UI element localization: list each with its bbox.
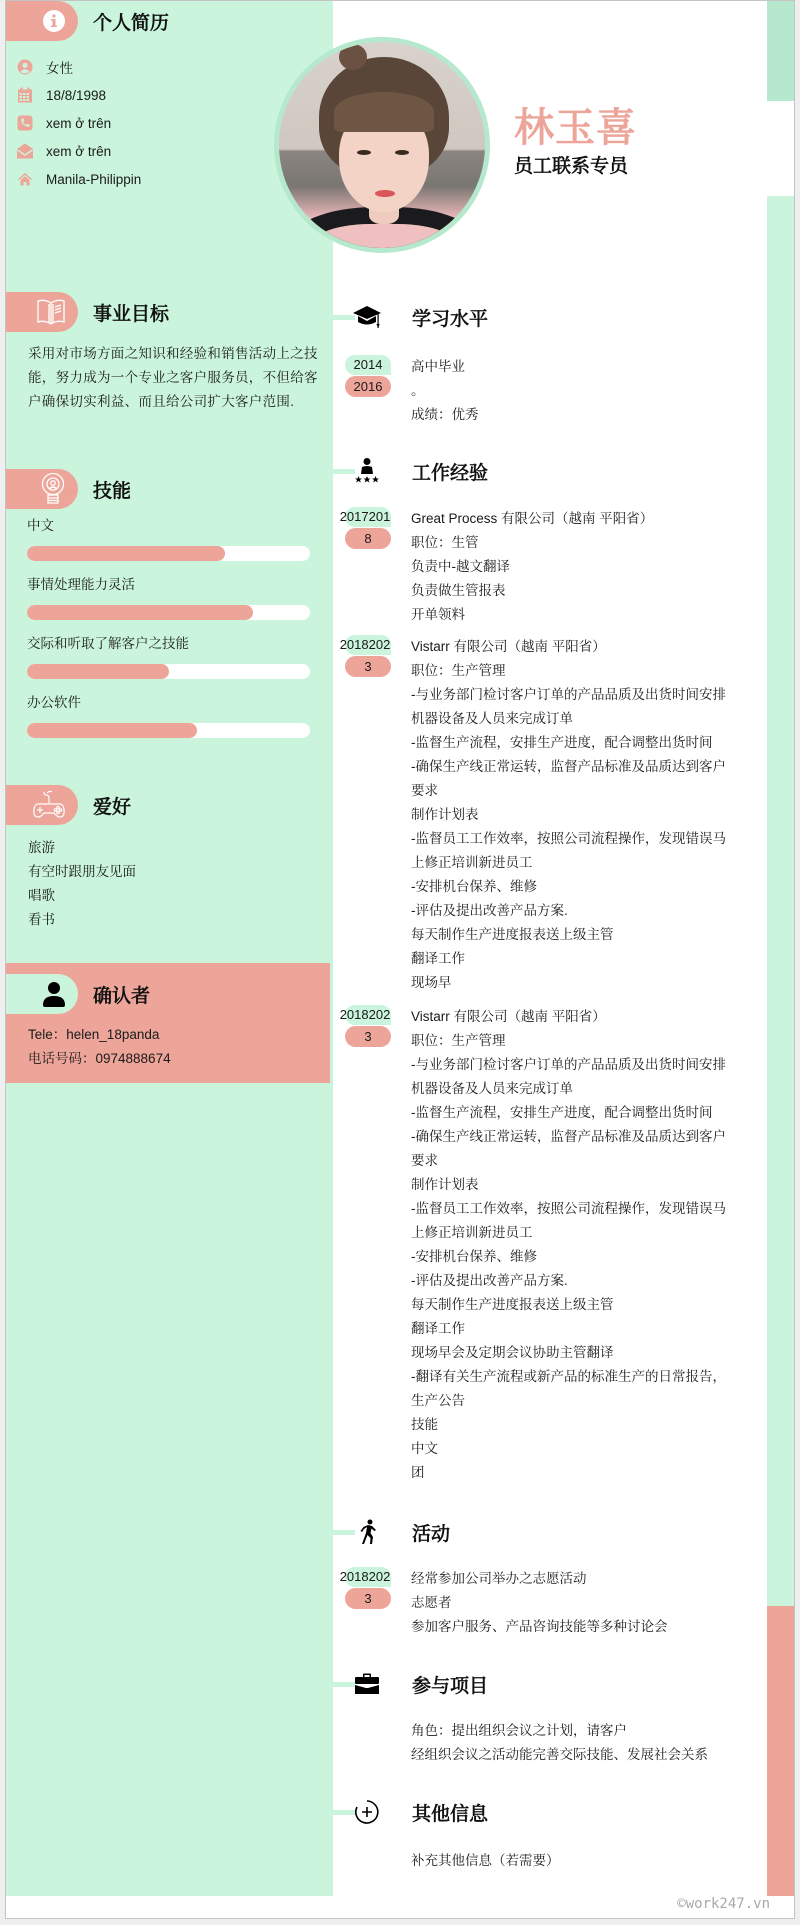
education-section-header bbox=[333, 302, 488, 332]
resume-page bbox=[5, 0, 795, 1919]
experience-title: 工作经验 bbox=[412, 462, 489, 484]
reference-phone: 电话号码：0974888674 bbox=[28, 1051, 171, 1066]
gamepad-icon bbox=[32, 789, 66, 821]
skills-title: 技能 bbox=[93, 480, 132, 502]
skill-item bbox=[27, 577, 310, 636]
right-accent-strip-top bbox=[767, 1, 795, 101]
date-end: 3 bbox=[345, 1026, 391, 1047]
other-section-header bbox=[333, 1797, 488, 1827]
date-badge bbox=[340, 507, 390, 549]
reference-section-header bbox=[6, 974, 150, 1014]
date-badge bbox=[340, 1005, 390, 1047]
right-accent-strip-bottom bbox=[767, 1606, 795, 1896]
lightbulb-icon bbox=[40, 472, 66, 506]
candidate-name: 林玉喜 bbox=[514, 106, 637, 150]
info-icon bbox=[42, 9, 66, 33]
date-end: 2016 bbox=[345, 376, 391, 397]
projects-section-header bbox=[333, 1669, 488, 1699]
activities-title: 活动 bbox=[412, 1523, 451, 1545]
portrait-image bbox=[279, 42, 485, 248]
objective-title: 事业目标 bbox=[93, 303, 170, 325]
date-start: 2018202 bbox=[337, 635, 393, 655]
objective-text: 采用对市场方面之知识和经验和销售活动上之技能，努力成为一个专业之客户服务员，不但给客户确保切实利益、而且给公司扩大客户范围. bbox=[28, 346, 318, 409]
calendar-icon bbox=[16, 86, 34, 104]
entry-lines: Vistarr 有限公司（越南 平阳省） 职位：生产管理 -与业务部门检讨客户订单的产品品质及出货时间安排 机器设备及人员来完成订单 -监督生产流程，安排生产进度，配合调整出货时间 -确保生产线正常运转，监督产品标准及品质达到客户 要求 制作计划表 -监督员工工作效率，按照公司流程操作，发现错误马 上修正培训新进员工 -安排机台保养、维修 -评估及提出改善产品方案. 每天制作生产进度报表送上级主管 翻译工作 现场早 bbox=[411, 639, 726, 990]
skill-bar bbox=[27, 546, 310, 561]
profile-pill bbox=[6, 1, 78, 41]
hobby-item: 有空时跟朋友见面 bbox=[28, 864, 136, 879]
left-column bbox=[6, 1, 333, 1896]
graduation-cap-icon bbox=[352, 302, 382, 332]
objective-section-header bbox=[6, 292, 169, 332]
skill-label: 中文 bbox=[27, 518, 54, 533]
hobby-item: 看书 bbox=[28, 912, 55, 927]
skill-bar-fill bbox=[27, 546, 225, 561]
skills-section-header bbox=[6, 469, 131, 509]
date-start: 2018202 bbox=[337, 1567, 393, 1587]
skill-bar bbox=[27, 664, 310, 679]
date-end: 8 bbox=[345, 528, 391, 549]
entry-lines: 高中毕业 。 成绩：优秀 bbox=[411, 359, 479, 422]
skill-label: 交际和听取了解客户之技能 bbox=[27, 636, 189, 651]
profile-info-list bbox=[16, 53, 141, 193]
skills-list bbox=[27, 518, 310, 754]
right-accent-strip-middle bbox=[767, 196, 795, 1606]
email-row bbox=[16, 137, 141, 165]
experience-section-header bbox=[333, 456, 488, 486]
phone-row bbox=[16, 109, 141, 137]
date-start: 2014 bbox=[345, 355, 391, 375]
date-badge bbox=[340, 635, 390, 677]
hobby-item: 旅游 bbox=[28, 840, 55, 855]
running-icon bbox=[352, 1517, 382, 1547]
education-title: 学习水平 bbox=[412, 308, 489, 330]
address-value: Manila-Philippin bbox=[46, 171, 142, 187]
entry-lines: Great Process 有限公司（越南 平阳省） 职位：生管 负责中-越文翻译 负责做生管报表 开单领料 bbox=[411, 511, 654, 622]
gender-value: 女性 bbox=[46, 61, 73, 76]
skill-bar bbox=[27, 605, 310, 620]
hobbies-title: 爱好 bbox=[93, 796, 132, 818]
skill-label: 事情处理能力灵活 bbox=[27, 577, 135, 592]
profile-title: 个人简历 bbox=[93, 12, 170, 34]
profile-section-header bbox=[6, 1, 169, 41]
person-icon bbox=[42, 981, 66, 1007]
entry-lines: 角色：提出组织会议之计划，请客户 经组织会议之活动能完善交际技能、发展社会关系 bbox=[411, 1723, 708, 1762]
date-badge bbox=[340, 1567, 390, 1609]
hobby-item: 唱歌 bbox=[28, 888, 55, 903]
gender-row bbox=[16, 53, 141, 81]
candidate-job-title: 员工联系专员 bbox=[514, 156, 629, 177]
date-start: 2017201 bbox=[337, 507, 393, 527]
email-icon bbox=[16, 142, 34, 160]
date-end: 3 bbox=[345, 656, 391, 677]
book-icon bbox=[36, 298, 66, 326]
birthday-row bbox=[16, 81, 141, 109]
profile-photo bbox=[274, 37, 490, 253]
reference-contact bbox=[28, 1023, 171, 1071]
plus-circle-icon bbox=[352, 1797, 382, 1827]
skill-bar bbox=[27, 723, 310, 738]
reference-title: 确认者 bbox=[93, 985, 151, 1007]
phone-value: xem ở trên bbox=[46, 115, 112, 131]
entry-lines: Vistarr 有限公司（越南 平阳省） 职位：生产管理 -与业务部门检讨客户订单的产品品质及出货时间安排 机器设备及人员来完成订单 -监督生产流程，安排生产进度，配合调整出货时间 -确保生产线正常运转，监督产品标准及品质达到客户 要求 制作计划表 -监督员工工作效率，按照公司流程操作，发现错误马 上修正培训新进员工 -安排机台保养、维修 -评估及提出改善产品方案. 每天制作生产进度报表送上级主管 翻译工作 现场早会及定期会议协助主管翻译 -翻译有关生产流程或新产品的标准生产的日常报告， 生产公告 技能 中文 团 bbox=[411, 1009, 726, 1480]
address-row bbox=[16, 165, 141, 193]
phone-icon bbox=[16, 114, 34, 132]
entry-lines: 经常参加公司举办之志愿活动 志愿者 参加客户服务、产品咨询技能等多种讨论会 bbox=[411, 1571, 668, 1634]
skill-bar-fill bbox=[27, 605, 253, 620]
briefcase-icon bbox=[352, 1669, 382, 1699]
hobbies-section-header bbox=[6, 785, 131, 825]
date-start: 2018202 bbox=[337, 1005, 393, 1025]
entry-lines: 补充其他信息（若需要） bbox=[411, 1853, 560, 1868]
skill-bar-fill bbox=[27, 723, 197, 738]
date-end: 3 bbox=[345, 1588, 391, 1609]
skill-label: 办公软件 bbox=[27, 695, 81, 710]
skill-item bbox=[27, 518, 310, 577]
skill-item bbox=[27, 695, 310, 754]
watermark: ©work247.vn bbox=[677, 1896, 770, 1912]
reference-telegram: Tele：helen_18panda bbox=[28, 1027, 160, 1042]
user-icon bbox=[16, 58, 34, 76]
other-title: 其他信息 bbox=[412, 1803, 489, 1825]
activities-section-header bbox=[333, 1517, 450, 1547]
projects-title: 参与项目 bbox=[412, 1675, 489, 1697]
skill-item bbox=[27, 636, 310, 695]
home-icon bbox=[16, 170, 34, 188]
email-value: xem ở trên bbox=[46, 143, 112, 159]
skill-bar-fill bbox=[27, 664, 169, 679]
birthday-value: 18/8/1998 bbox=[46, 87, 107, 103]
employee-icon bbox=[352, 456, 382, 486]
date-badge bbox=[340, 355, 390, 397]
hobbies-list bbox=[28, 836, 136, 932]
